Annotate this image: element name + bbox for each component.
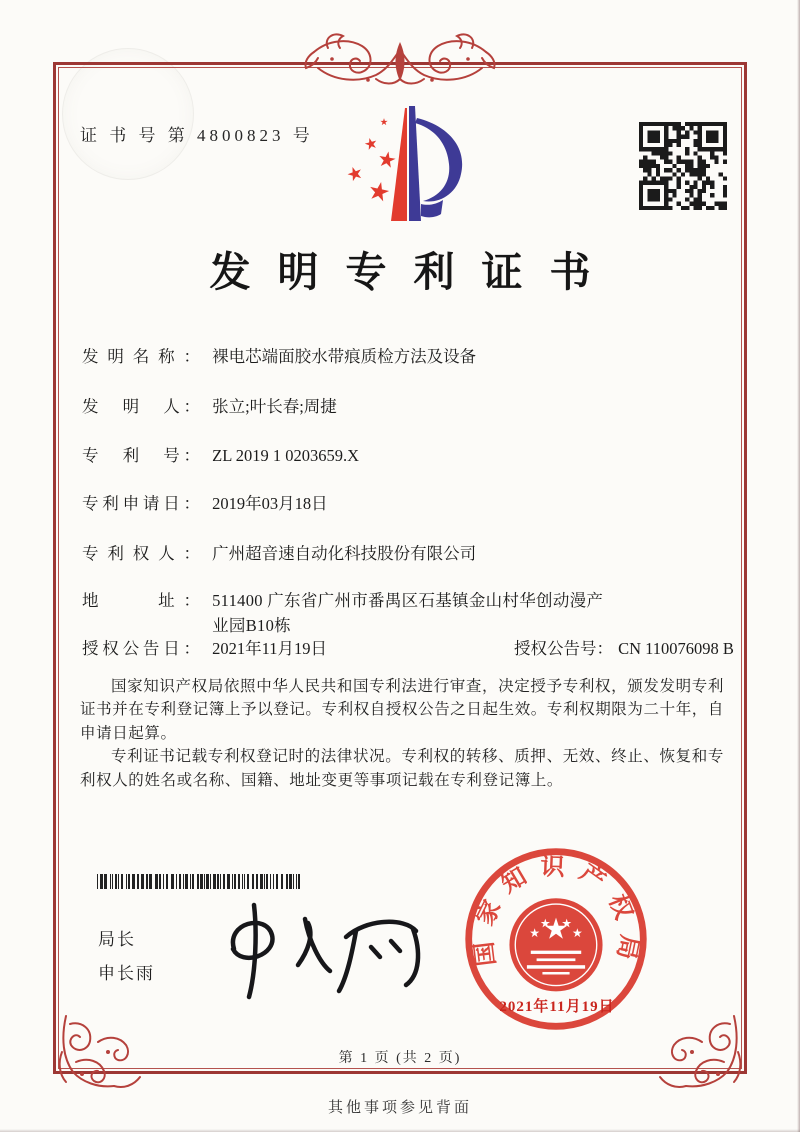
field-invention-name	[82, 344, 476, 369]
field-label: 专利权人：	[82, 544, 200, 563]
qr-code	[639, 122, 727, 210]
officer-name: 申长雨	[98, 964, 155, 983]
field-value: ZL 2019 1 0203659.X	[212, 446, 360, 465]
cnipa-logo-icon	[337, 100, 472, 227]
national-emblem-icon	[509, 898, 602, 991]
field-grant-row	[82, 636, 734, 661]
field-value: 广州超音速自动化科技股份有限公司	[212, 544, 477, 563]
seal-ring-text: 国家知识产权局	[469, 853, 643, 975]
field-value: 511400 广东省广州市番禺区石基镇金山村华创动漫产业园B10栋	[212, 591, 604, 635]
grant-number-value: CN 110076098 B	[618, 639, 734, 658]
field-label: 发 明 人：	[82, 397, 200, 416]
field-value: 裸电芯端面胶水带痕质检方法及设备	[212, 347, 477, 366]
grant-date-value: 2021年11月19日	[212, 639, 328, 658]
field-application-date	[82, 491, 328, 516]
field-label: 专 利 号：	[82, 446, 200, 465]
field-inventors	[82, 394, 337, 419]
field-address	[82, 588, 618, 638]
back-note: 其他事项参见背面	[327, 1100, 472, 1116]
page-info: 第 1 页 (共 2 页)	[338, 1051, 462, 1066]
grant-number-group	[514, 636, 734, 661]
grant-number-label: 授权公告号：	[514, 639, 613, 658]
grant-date-label: 授权公告日：	[82, 639, 200, 658]
field-value: 张立;叶长春;周捷	[212, 397, 337, 416]
field-patentee	[82, 541, 476, 566]
field-value: 2019年03月18日	[212, 494, 328, 513]
legal-paragraph-1: 国家知识产权局依照中华人民共和国专利法进行审查，决定授予专利权，颁发发明专利证书并在专利登记簿上予以登记。专利权自授权公告之日起生效。专利权期限为二十年，自申请日起算。	[80, 678, 725, 742]
field-label: 发明名称：	[82, 347, 200, 366]
director-signature-handwriting-icon	[208, 893, 426, 1007]
officer-title: 局长	[98, 930, 136, 949]
barcode	[97, 874, 301, 889]
field-label: 专利申请日：	[82, 494, 200, 513]
field-label: 地 址：	[82, 591, 200, 610]
certificate-number: 证 书 号 第 4800823 号	[80, 126, 314, 145]
field-patent-number	[82, 443, 359, 468]
certificate-title: 发明专利证书	[209, 249, 618, 295]
legal-text	[80, 675, 724, 792]
seal-date: 2021年11月19日	[499, 999, 615, 1015]
legal-paragraph-2: 专利证书记载专利权登记时的法律状况。专利权的转移、质押、无效、终止、恢复和专利权人的姓名或名称、国籍、地址变更等事项记载在专利登记簿上。	[80, 748, 724, 789]
